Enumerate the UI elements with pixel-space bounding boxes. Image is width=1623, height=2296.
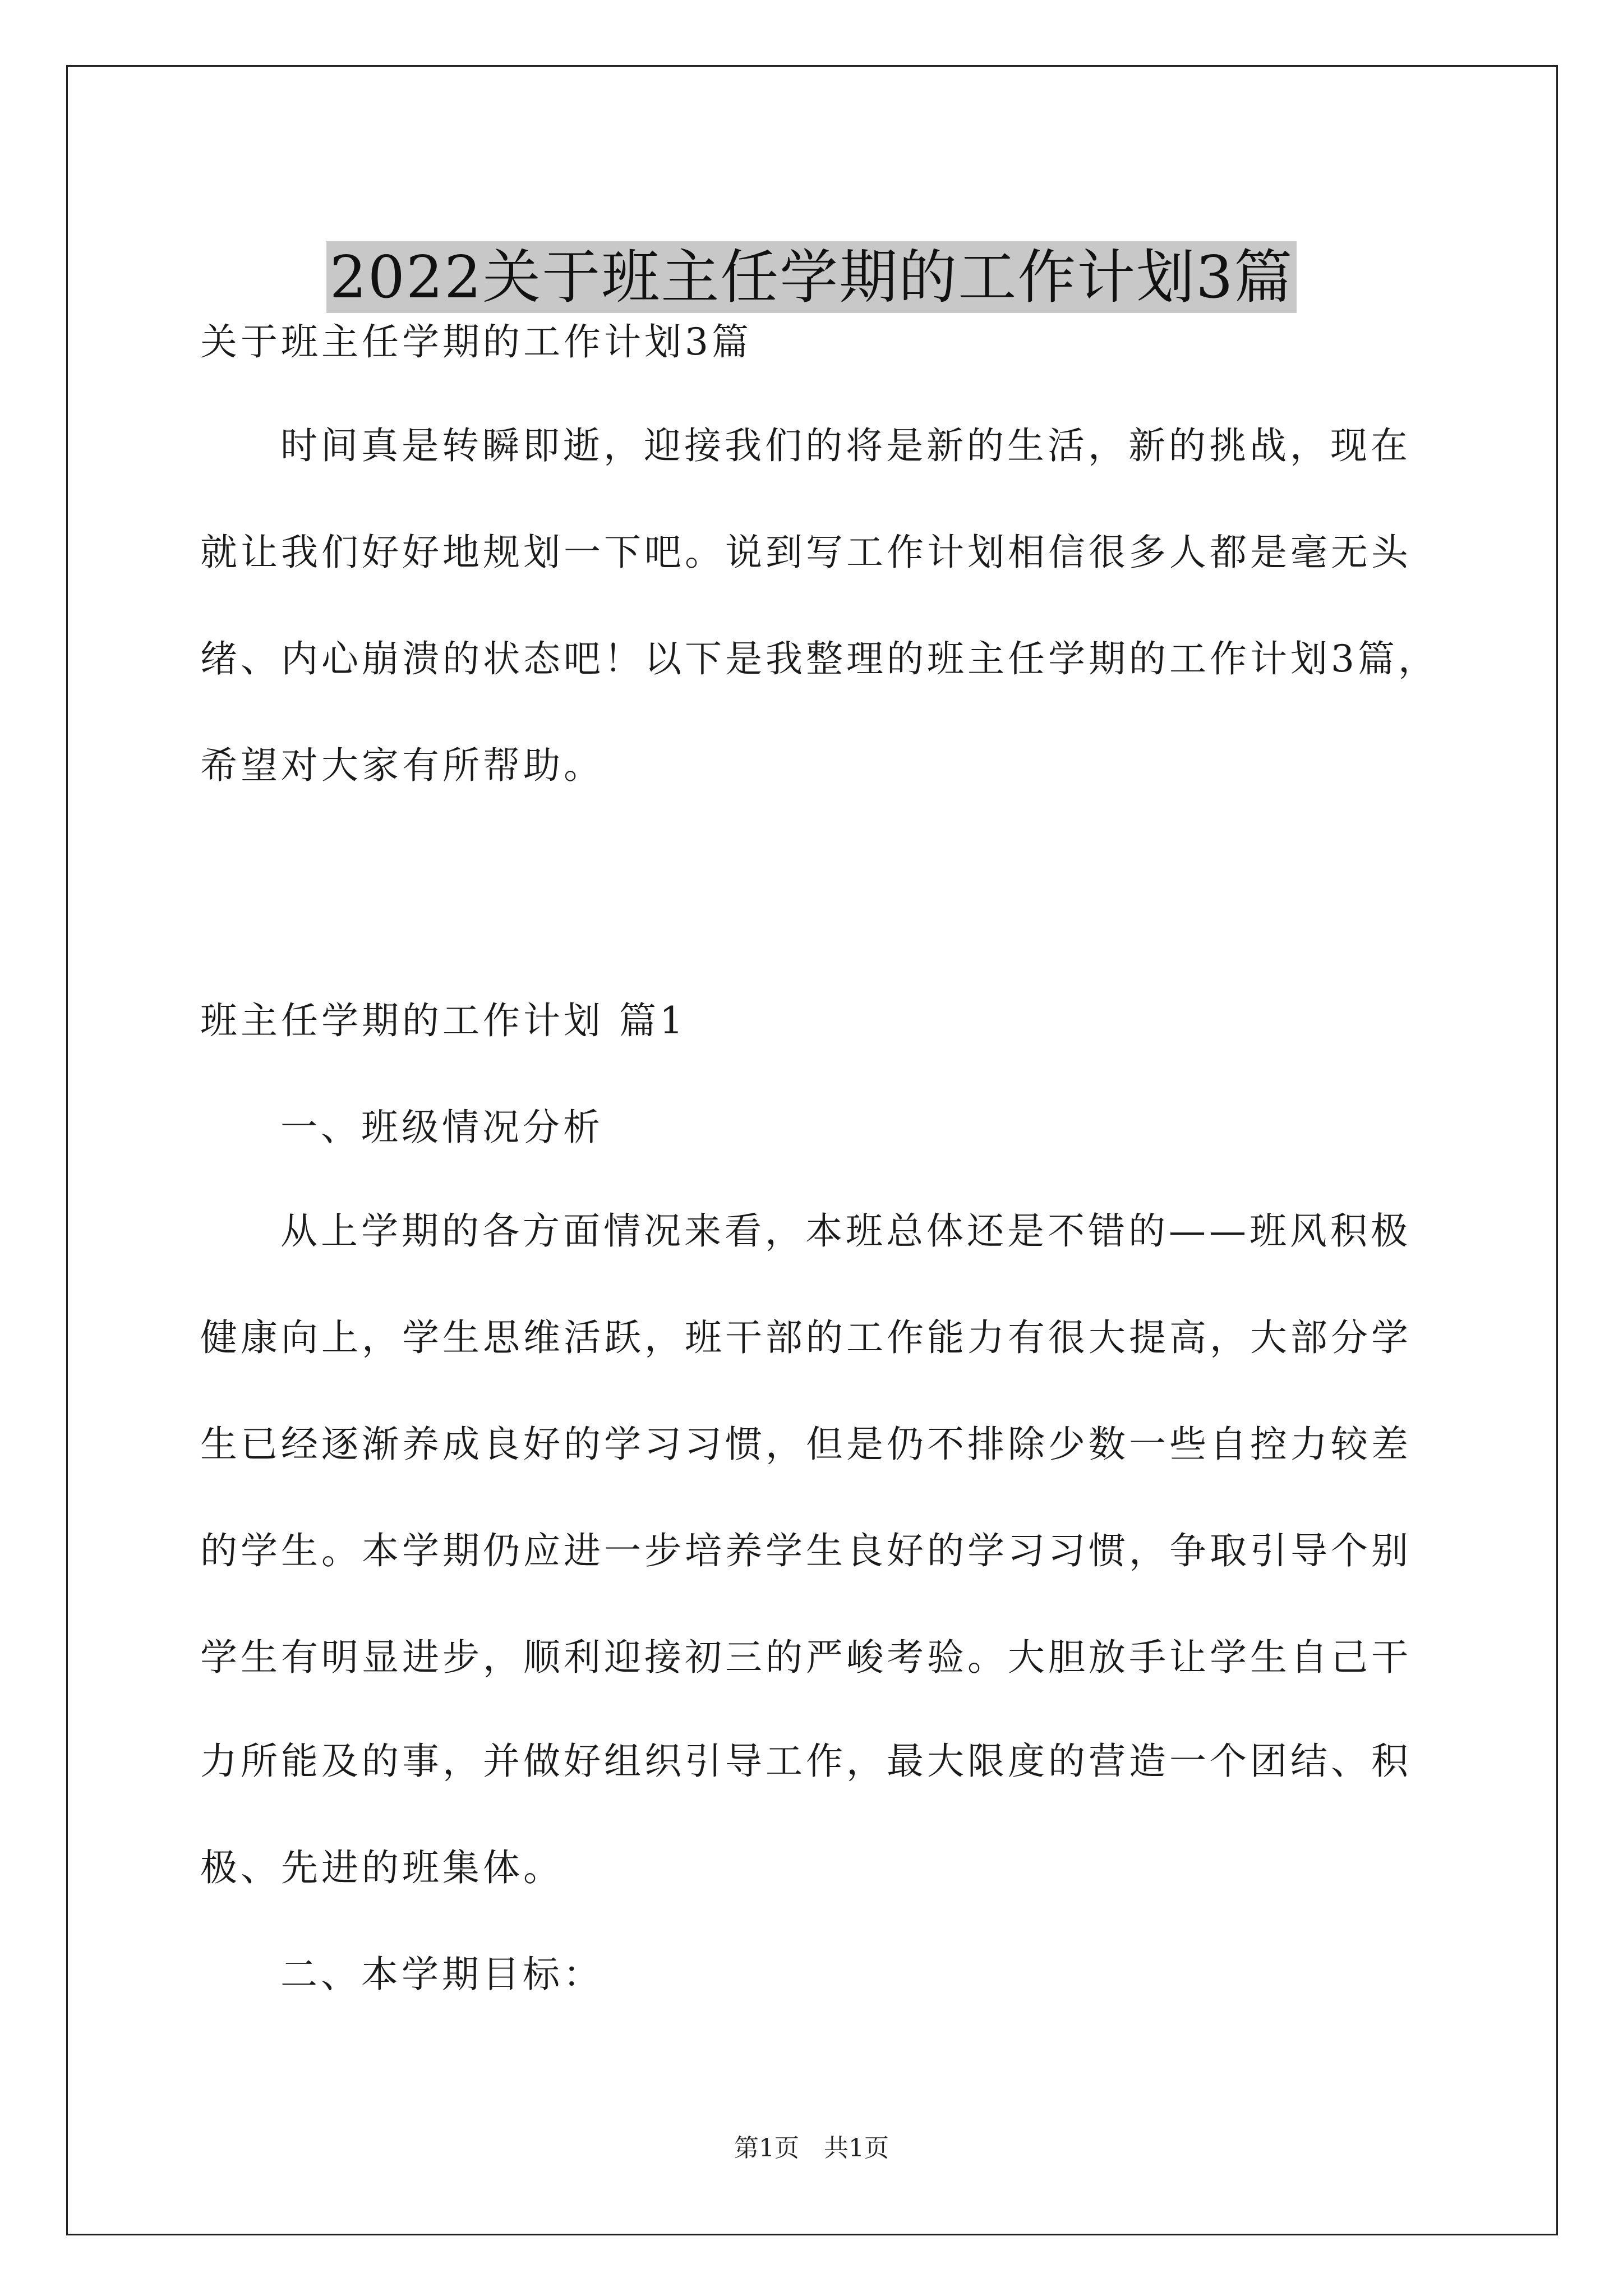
intro-line: 就让我们好好地规划一下吧。说到写工作计划相信很多人都是毫无头 (200, 531, 1412, 574)
body-line: 学生有明显进步，顺利迎接初三的严峻考验。大胆放手让学生自己干 (200, 1636, 1412, 1679)
intro-line: 时间真是转瞬即逝，迎接我们的将是新的生活，新的挑战，现在 (280, 424, 1411, 467)
intro-line: 希望对大家有所帮助。 (200, 744, 604, 787)
heading-semester-goals: 二、本学期目标： (280, 1953, 603, 1996)
body-line: 从上学期的各方面情况来看，本班总体还是不错的——班风积极 (280, 1209, 1411, 1253)
body-line: 极、先进的班集体。 (200, 1846, 564, 1889)
body-line: 的学生。本学期仍应进一步培养学生良好的学习习惯，争取引导个别 (200, 1529, 1412, 1572)
body-line: 健康向上，学生思维活跃，班干部的工作能力有很大提高，大部分学 (200, 1316, 1412, 1359)
document-subtitle: 关于班主任学期的工作计划3篇 (200, 320, 752, 364)
intro-line: 绪、内心崩溃的状态吧！以下是我整理的班主任学期的工作计划3篇， (200, 637, 1438, 680)
section-title: 班主任学期的工作计划 篇1 (200, 999, 686, 1042)
document-title: 2022关于班主任学期的工作计划3篇 (326, 241, 1297, 313)
body-line: 生已经逐渐养成良好的学习习惯，但是仍不排除少数一些自控力较差 (200, 1423, 1412, 1466)
page-footer: 第1页 共1页 (734, 2134, 889, 2162)
body-line: 力所能及的事，并做好组织引导工作，最大限度的营造一个团结、积 (200, 1740, 1412, 1783)
heading-class-analysis: 一、班级情况分析 (280, 1106, 603, 1149)
